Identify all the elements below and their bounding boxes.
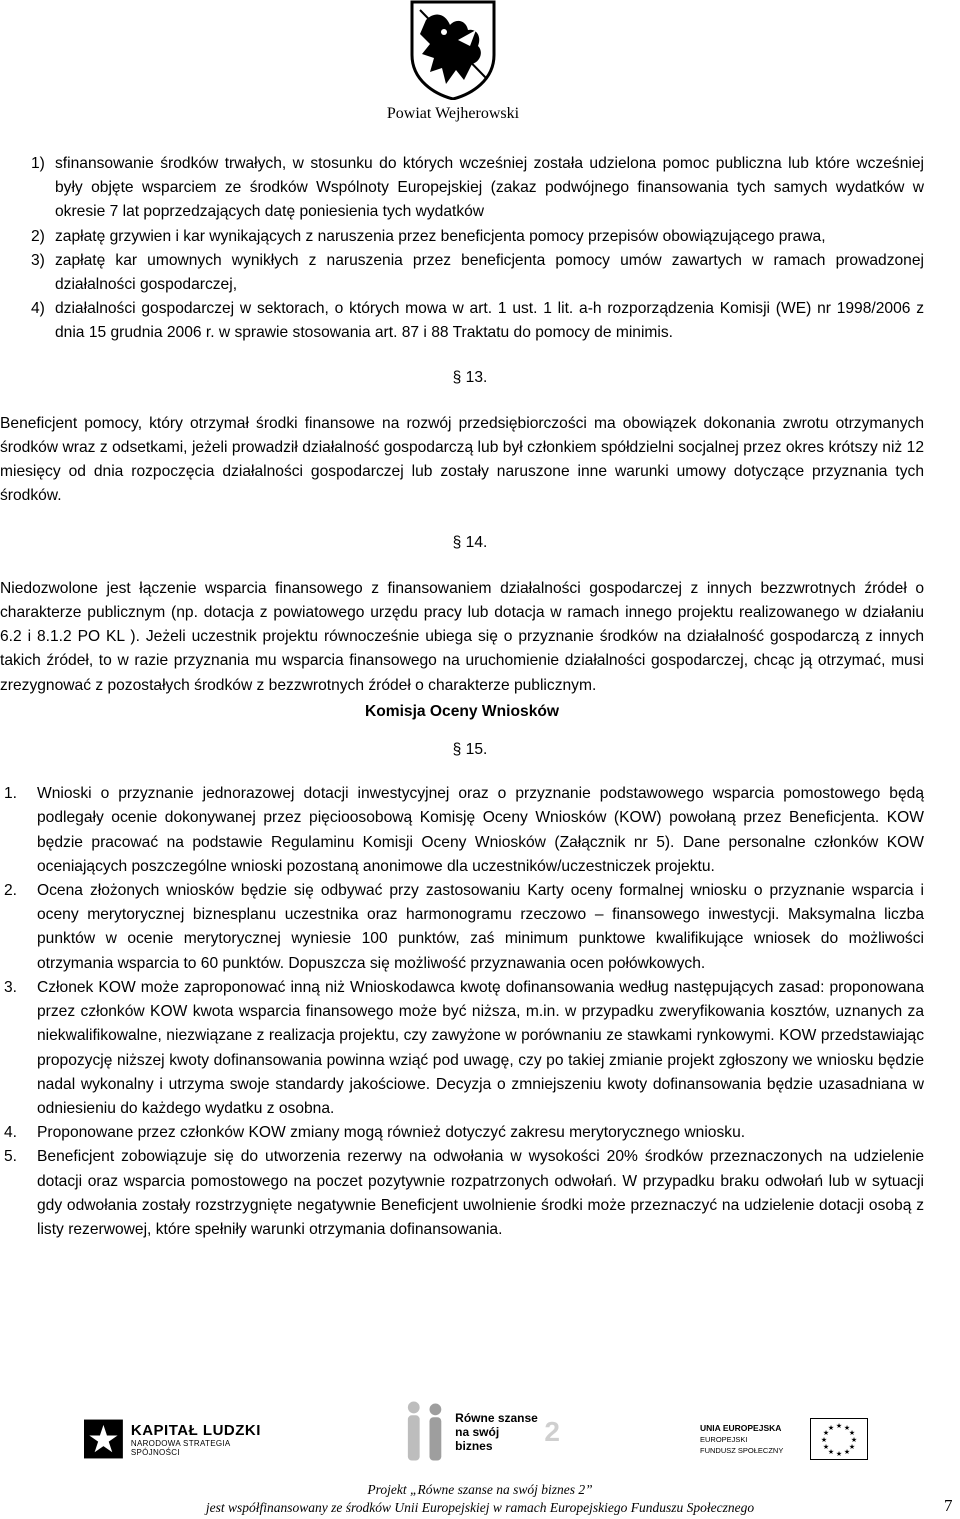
list-item-text: Wnioski o przyznanie jednorazowej dotacji inwestycyjnej oraz o przyznanie podstawowego wsparcia pomostowego będą podlegały ocenie dokonywanej przez pięcioosobową Komisję Oceny Wniosków (KOW) powołaną przez Beneficjenta. KOW będzie pracować na podstawie Regulaminu Komisji Oceny Wniosków (Załącznik nr 5). Dane personalne członków KOW oceniających poszczególne wnioski pozostaną anonimowe dla uczestników/uczestniczek projektu. — [37, 785, 924, 875]
list-item — [0, 976, 924, 1121]
list-item — [31, 225, 924, 249]
list-item-text: Beneficjent zobowiązuje się do utworzenia rezerwy na odwołania w wysokości 20% środków przeznaczonych na udzielenie dotacji oraz wsparcia pomostowego na poczet pozytywnie rozpatrzonych odwołań. W przypadku braku odwołań lub w sytuacji gdy odwołania zostały rozstrzygnięte negatywnie Beneficjent uwolnienie środki może przeznaczyć na udzielenie dotacji osobą z listy rezerwowej, które spełniły warunki otrzymania dofinansowania. — [37, 1148, 924, 1238]
people-silhouette-icon — [400, 1399, 449, 1465]
list-item-number: 2) — [31, 227, 45, 245]
list-item-text: działalności gospodarczej w sektorach, o których mowa w art. 1 ust. 1 lit. a-h rozporządzenia Komisji (WE) nr 1998/2006 z dnia 15 grudnia 2006 r. w sprawie stosowania art. 87 i 88 Traktatu do pomocy de minimis. — [55, 300, 924, 342]
kow-title: Komisja Oceny Wniosków — [364, 702, 560, 720]
project-line2: jest współfinansowany ze środków Unii Europejskiej w ramach Europejskiego Funduszu Społecznego — [205, 1500, 755, 1515]
eu-line3: FUNDUSZ SPOŁECZNY — [700, 1445, 784, 1455]
kapital-ludzki-star-icon — [84, 1417, 123, 1461]
svg-text:★: ★ — [850, 1436, 858, 1444]
list-item-number: 4. — [4, 1124, 18, 1142]
list-item-text: Członek KOW może zaproponować inną niż Wnioskodawca kwotę dofinansowania według następujących zasad: proponowana przez członków KOW kwota wsparcia finansowego może być niższa, m.in. w przypadku zweryfikowania kosztów, uznanych za niekwalifikowalne, niezwiązane z realizacja projektu, czy zawyżone w porównaniu ze stawkami rynkowymi. KOW przedstawiając propozycję niższej kwoty dofinansowania powinna wziąć pod uwagę, czy po takiej zmianie projekt zgłoszony we wniosku będzie nadal wykonalny i utrzyma swoje standardy jakościowe. Decyzja o zmniejszeniu kwoty dofinansowania będzie uzasadniana w odniesieniu do każdego wydatku z osobna. — [37, 978, 924, 1117]
rs-line1: Równe szanse — [455, 1411, 538, 1425]
eu-efs-logo — [700, 1414, 880, 1464]
list-item — [31, 297, 924, 345]
list-item — [0, 782, 924, 879]
svg-text:★: ★ — [822, 1443, 830, 1451]
project-line1: Projekt „Równe szanse na swój biznes 2” — [367, 1482, 593, 1497]
exclusions-list — [31, 152, 924, 346]
list-item-text: zapłatę kar umownych wynikłych z naruszenia przez beneficjenta pomocy umów zawartych w ramach prowadzonej działalności gospodarczej, — [55, 251, 924, 294]
list-item — [0, 1121, 924, 1145]
section-14-heading: § 14. — [452, 533, 488, 551]
list-item-number: 3. — [4, 978, 18, 996]
griffin-crest-icon — [406, 0, 500, 100]
section-15-heading: § 15. — [452, 741, 488, 759]
svg-text:★: ★ — [848, 1429, 856, 1437]
list-item-text: Ocena złożonych wniosków będzie się odbywać przy zastosowaniu Karty oceny formalnej wniosku o przyznanie wsparcia i oceny merytorycznej biznesplanu uczestnika oraz harmonogramu rzeczowo – finansowego inwestycji. Maksymalna liczba punktów w ocenie merytorycznej wyniesie 100 punktów, zaś minimum punktowe kwalifikujące wniosek do możliwości otrzymania wsparcia to 60 punktów. Dopuszcza się możliwość przyznawania ocen połówkowych. — [37, 882, 924, 972]
svg-text:★: ★ — [843, 1424, 851, 1432]
section-13-heading: § 13. — [452, 368, 488, 386]
list-item — [31, 249, 924, 297]
list-item-number: 1) — [31, 155, 45, 172]
page-number: 7 — [944, 1496, 953, 1515]
svg-text:★: ★ — [835, 1450, 843, 1458]
list-item-text: zapłatę grzywien i kar wynikających z naruszenia przez beneficjenta pomocy przepisów obowiązującego prawa, — [55, 227, 826, 245]
kl-subtitle: NARODOWA STRATEGIA SPÓJNOŚCI — [130, 1438, 231, 1457]
page-header — [0, 0, 960, 130]
svg-text:★: ★ — [835, 1422, 843, 1430]
list-item-number: 5. — [4, 1148, 18, 1166]
rs-number: 2 — [544, 1416, 560, 1447]
list-item-number: 3) — [31, 251, 45, 269]
kow-rules-list — [0, 782, 924, 1242]
svg-text:★: ★ — [827, 1424, 835, 1432]
section-13-text: Beneficjent pomocy, który otrzymał środki finansowe na rozwój przedsiębiorczości ma obowiązek dokonania zwrotu otrzymanych środków wraz z odsetkami, jeżeli prowadził działalność gospodarczą lub był członkiem spółdzielni socjalnej przez okres krótszy niż 12 miesięcy od dnia rozpoczęcia działalności gospodarczej lub zostały naruszone inne warunki umowy dotyczące przyznania tych środków. — [0, 414, 924, 505]
kl-title: KAPITAŁ LUDZKI — [130, 1421, 261, 1439]
list-item-number: 2. — [4, 882, 18, 900]
list-item-text: Proponowane przez członków KOW zmiany mogą również dotyczyć zakresu merytorycznego wniosku. — [37, 1124, 746, 1142]
list-item — [0, 1145, 924, 1242]
header-title: Powiat Wejherowski — [386, 105, 520, 122]
list-item-text: sfinansowanie środków trwałych, w stosunku do których wcześniej została udzielona pomoc publiczna lub które wcześniej były objęte wsparciem ze środków Wspólnoty Europejskiej (zakaz podwójnego finansowania tych samych wydatków w okresie 7 lat poprzedzających datę poniesienia tych wydatków — [55, 155, 924, 221]
svg-text:★: ★ — [843, 1448, 851, 1456]
document-body — [0, 152, 924, 1242]
list-item — [0, 879, 924, 976]
eu-line1: UNIA EUROPEJSKA — [700, 1422, 782, 1433]
rs-line2: na swój biznes — [455, 1425, 500, 1453]
eu-line2: EUROPEJSKI — [700, 1434, 748, 1444]
svg-text:★: ★ — [822, 1429, 830, 1437]
rowne-szanse-logo — [400, 1398, 560, 1466]
svg-text:★: ★ — [848, 1443, 856, 1451]
list-item — [31, 152, 924, 225]
list-item-number: 1. — [4, 785, 18, 803]
page-footer — [0, 1380, 960, 1519]
eu-flag-icon — [810, 1418, 868, 1460]
list-item-number: 4) — [31, 300, 45, 318]
kapital-ludzki-logo — [84, 1412, 264, 1466]
section-14-text: Niedozwolone jest łączenie wsparcia finansowego z finansowaniem działalności gospodarczej z innych bezzwrotnych źródeł o charakterze publicznym (np. dotacja z powiatowego urzędu pracy lub dotacja w ramach innego projektu realizowanego w działaniu 6.2 i 8.1.2 PO KL ). Jeżeli uczestnik projektu równocześnie ubiega się o przyznanie środków na działalność gospodarczą z innych takich źródeł, to w razie przyznania mu wsparcia finansowego na uruchomienie działalności gospodarczej, chcąc ją otrzymać, musi zrezygnować z pozostałych środków z bezzwrotnych źródeł o charakterze publicznym. — [0, 579, 924, 694]
svg-text:★: ★ — [820, 1436, 828, 1444]
svg-text:★: ★ — [827, 1448, 835, 1456]
